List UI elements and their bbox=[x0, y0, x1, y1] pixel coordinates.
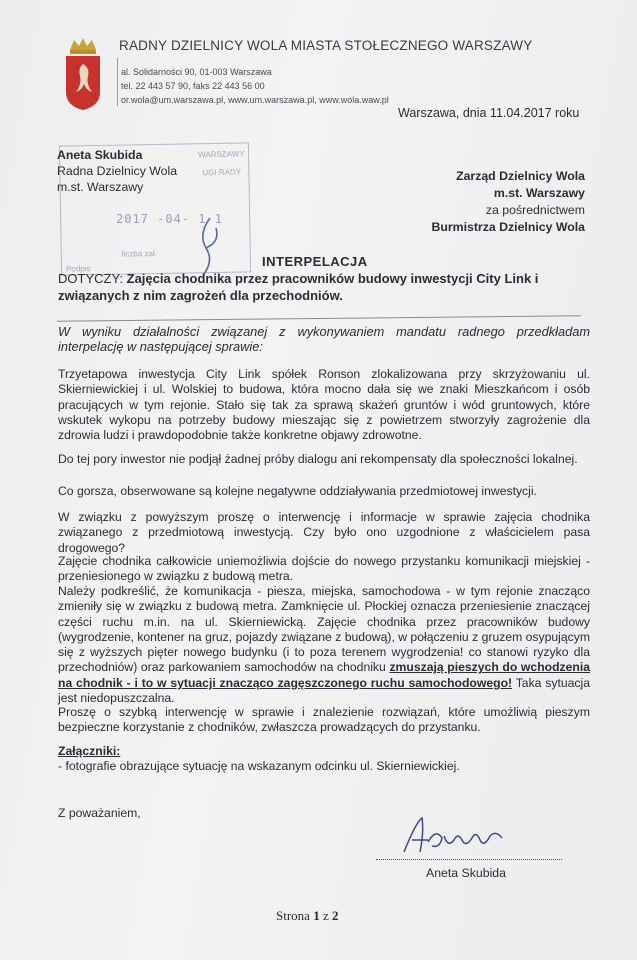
sender-block bbox=[57, 147, 177, 195]
paragraph-6-text-b: Taka sytuacja jest niedopuszczalna. bbox=[58, 675, 590, 706]
intro-paragraph: W wyniku działalności związanej z wykonywaniem mandatu radnego przedkładam interpelację w następującej sprawie: bbox=[58, 324, 590, 355]
paragraph-3: Co gorsza, obserwowane są kolejne negatywne oddziaływania przedmiotowej inwestycji. bbox=[58, 484, 537, 498]
stamp-date: 2017 -04- 1 1 bbox=[116, 212, 223, 226]
letterhead-address: al. Solidarności 90, 01-003 Warszawa bbox=[121, 67, 272, 77]
warsaw-coat-of-arms-icon bbox=[62, 36, 104, 112]
paragraph-7: Proszę o szybką interwencję w sprawie i znalezienie rozwiązań, które umożliwią pieszym bezpieczne korzystanie z chodników, zwłaszcza prowadzących do przystanku. bbox=[58, 705, 590, 735]
sender-city: m.st. Warszawy bbox=[57, 180, 144, 194]
footer-prefix: Strona bbox=[276, 908, 314, 923]
recipient-line-3: za pośrednictwem bbox=[485, 203, 585, 217]
letterhead-web: or.wola@um.warszawa.pl, www.um.warszawa.pl, www.wola.waw.pl bbox=[121, 95, 389, 105]
letterhead-title: RADNY DZIELNICY WOLA MIASTA STOŁECZNEGO WARSZAWY bbox=[119, 38, 533, 53]
recipient-line-1: Zarząd Dzielnicy Wola bbox=[456, 169, 585, 183]
footer-total: 2 bbox=[331, 908, 339, 923]
recipient-line-4: Burmistrza Dzielnicy Wola bbox=[431, 220, 585, 234]
document-date: Warszawa, dnia 11.04.2017 roku bbox=[398, 106, 580, 120]
paragraph-5: Zajęcie chodnika całkowicie uniemożliwia dojście do nowego przystanku komunikacji miejskiej - przeniesionego w związku z budową metra. bbox=[58, 554, 590, 584]
handwritten-signature-icon bbox=[398, 812, 528, 862]
document-heading: INTERPELACJA bbox=[262, 254, 368, 269]
page-footer bbox=[276, 908, 338, 924]
attachments bbox=[58, 744, 590, 775]
recipient-line-2: m.st. Warszawy bbox=[493, 186, 585, 200]
stamp-text-3: liczba zał. bbox=[121, 248, 157, 259]
stamp-text-1: WARSZAWY bbox=[197, 149, 245, 160]
stamp-text-4: Podpis bbox=[65, 264, 91, 274]
subject-label: DOTYCZY: bbox=[58, 271, 124, 286]
subject-rule bbox=[57, 315, 581, 321]
letterhead-divider bbox=[117, 58, 118, 106]
subject-text: Zajęcia chodnika przez pracowników budowy inwestycji City Link i związanych z nim zagrożeń dla przechodniów. bbox=[58, 271, 539, 303]
paragraph-4: W związku z powyższym proszę o interwencję i informacje w sprawie zajęcia chodnika związanego z przedmiotową inwestycją. Czy było ono uzgodnione z właścicielem pasa drogowego? bbox=[58, 510, 590, 555]
closing: Z poważaniem, bbox=[58, 806, 141, 820]
attachments-item: - fotografie obrazujące sytuację na wskazanym odcinku ul. Skierniewickiej. bbox=[58, 759, 460, 774]
paragraph-6-text-a: Należy podkreślić, że komunikacja - piesza, miejska, samochodowa - w tym rejonie znacząco zmieniły się w związku z budową metra. Zamknięcie ul. Płockiej oznacza przeniesienie znaczącej części ruchu m.in. na ul. Skierniewicką. Zajęcie chodnika przez pracowników budowy (wygrodzenie, kontener na gruz, pojazdy związane z budową), w połączeniu z gruzem osypującym się z wyższych pięter nowego budynku (i to poza terenem wygrodzenia! co stanowi ryzyko dla przechodniów) oraz parkowaniem samochodów na chodniku bbox=[58, 584, 590, 675]
attachments-label: Załączniki: bbox=[58, 744, 121, 758]
paragraph-2: Do tej pory inwestor nie podjął żadnej próby dialogu ani rekompensaty dla społeczności lokalnej. bbox=[58, 452, 578, 466]
footer-page: 1 bbox=[313, 908, 320, 923]
paragraph-1: Trzyetapowa inwestycja City Link spółek Ronson zlokalizowana przy skrzyżowaniu ul. Skierniewickiej i ul. Wolskiej to budowa, która mocno dała się we znaki Mieszkańcom i osób pracujących w tym rejonie. Stało się tak za sprawą skażeń gruntów i wód gruntowych, które wskutek wykopu na potrzeby budowy mieszając się z powietrzem stworzyły zagrożenie dla zdrowia ludzi i prawdopodobnie także konkretne objawy zdrowotne. bbox=[58, 367, 590, 443]
subject-line bbox=[58, 270, 598, 304]
stamp-text-2: UGI RADY bbox=[202, 167, 242, 178]
signature-name: Aneta Skubida bbox=[426, 866, 506, 880]
paragraph-6-emphasis: zmuszają pieszych do wchodzenia na chodnik - i to w sytuacji znacząco zagęszczonego ruchu samochodowego! bbox=[58, 660, 591, 690]
sender-role: Radna Dzielnicy Wola bbox=[57, 164, 178, 178]
paragraph-6 bbox=[58, 584, 590, 706]
recipient-block bbox=[431, 168, 585, 236]
stamp-signature-icon bbox=[190, 214, 230, 278]
footer-mid: z bbox=[319, 908, 332, 923]
sender-name: Aneta Skubida bbox=[57, 148, 143, 162]
letterhead-phone: tel. 22 443 57 90, faks 22 443 56 00 bbox=[121, 81, 265, 91]
signature-line bbox=[376, 859, 562, 860]
